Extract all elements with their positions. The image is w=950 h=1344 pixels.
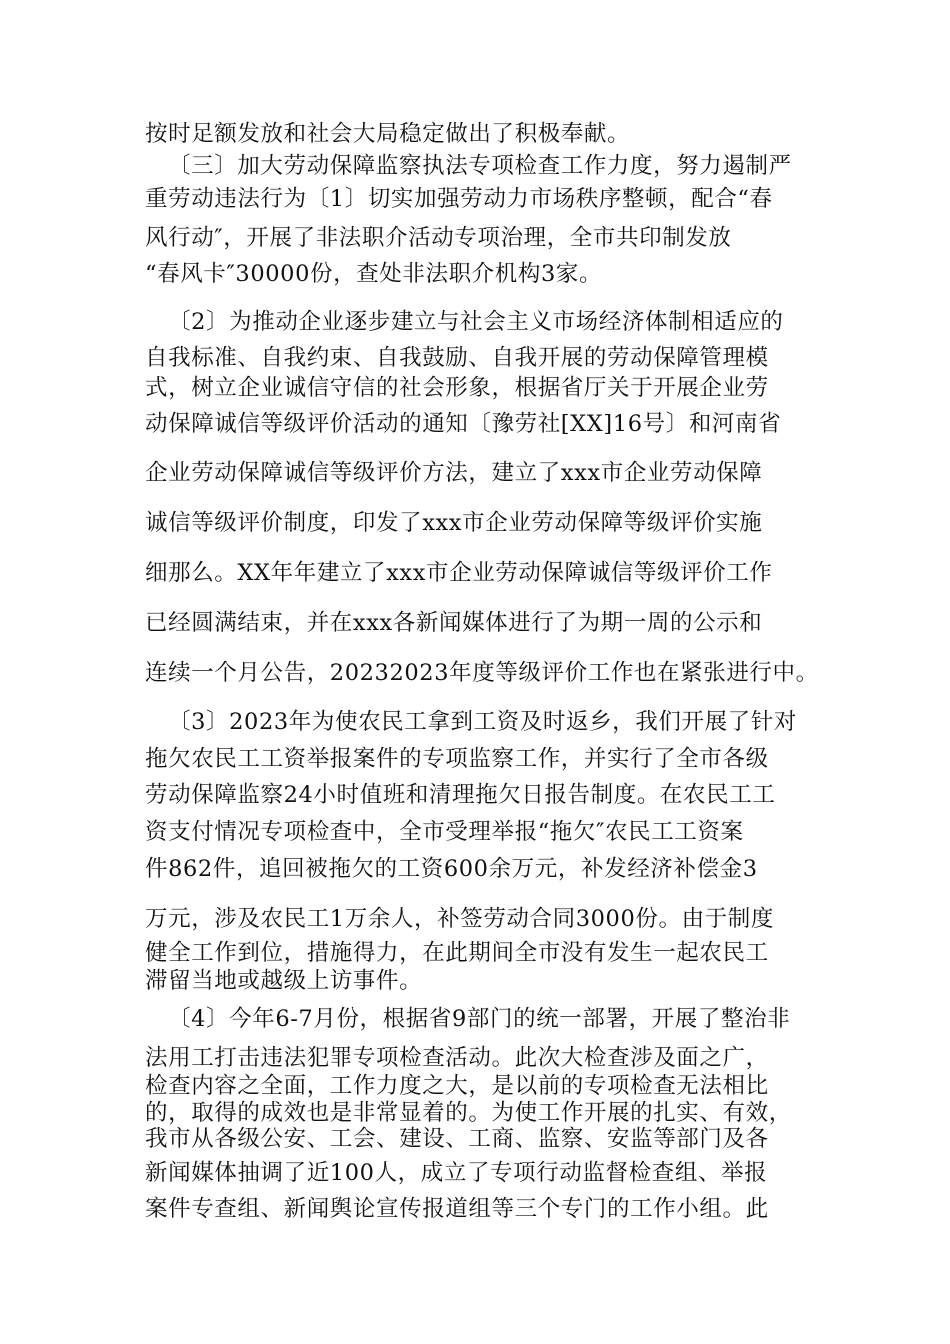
text-line: 重劳动违法行为〔1〕切实加强劳动力市场秩序整顿，配合“春: [145, 186, 773, 212]
text-line: 〔2〕为推动企业逐步建立与社会主义市场经济体制相适应的: [168, 309, 784, 335]
text-line: 我市从各级公安、工会、建设、工商、监察、安监等部门及各: [145, 1126, 769, 1152]
text-line: 资支付情况专项检查中，全市受理举报“拖欠″农民工工资案: [145, 819, 744, 845]
text-line: 新闻媒体抽调了近100人，成立了专项行动监督检查组、举报: [145, 1160, 768, 1186]
text-line: 拖欠农民工工资举报案件的专项监察工作，并实行了全市各级: [145, 746, 769, 772]
text-line: 企业劳动保障诚信等级评价方法，建立了xxx市企业劳动保障: [145, 460, 763, 486]
text-line: 按时足额发放和社会大局稳定做出了积极奉献。: [145, 121, 631, 147]
text-line: 式，树立企业诚信守信的社会形象，根据省厅关于开展企业劳: [145, 375, 769, 401]
text-line: 检查内容之全面，工作力度之大，是以前的专项检查无法相比: [145, 1073, 769, 1099]
text-line: 风行动″，开展了非法职介活动专项治理，全市共印制发放: [145, 225, 732, 251]
text-line: 细那么。XX年年建立了xxx市企业劳动保障诚信等级评价工作: [145, 560, 773, 586]
text-line: 案件专查组、新闻舆论宣传报道组等三个专门的工作小组。此: [145, 1196, 769, 1222]
text-line: 已经圆满结束，并在xxx各新闻媒体进行了为期一周的公示和: [145, 610, 763, 636]
text-line: 的，取得的成效也是非常显着的。为使工作开展的扎实、有效，: [145, 1100, 792, 1126]
text-line: 劳动保障监察24小时值班和清理拖欠日报告制度。在农民工工: [145, 782, 776, 808]
text-line: 〔三〕加大劳动保障监察执法专项检查工作力度，努力遏制严: [168, 153, 792, 179]
text-line: 〔3〕2023年为使农民工拿到工资及时返乡，我们开展了针对: [168, 709, 797, 735]
text-line: 诚信等级评价制度，印发了xxx市企业劳动保障等级评价实施: [145, 510, 763, 536]
text-line: “春风卡″30000份，查处非法职介机构3家。: [145, 261, 603, 287]
text-line: 连续一个月公告，20232023年度等级评价工作也在紧张进行中。: [145, 660, 819, 686]
text-line: 〔4〕今年6-7月份，根据省9部门的统一部署，开展了整治非: [168, 1006, 791, 1032]
text-line: 万元，涉及农民工1万余人，补签劳动合同3000份。由于制度: [145, 906, 774, 932]
text-line: 自我标准、自我约束、自我鼓励、自我开展的劳动保障管理模: [145, 345, 769, 371]
text-line: 动保障诚信等级评价活动的通知〔豫劳社[XX]16号〕和河南省: [145, 411, 782, 437]
text-line: 件862件，追回被拖欠的工资600余万元，补发经济补偿金3: [145, 856, 758, 882]
text-line: 滞留当地或越级上访事件。: [145, 968, 423, 994]
text-line: 法用工打击违法犯罪专项检查活动。此次大检查涉及面之广，: [145, 1045, 769, 1071]
text-line: 健全工作到位，措施得力，在此期间全市没有发生一起农民工: [145, 940, 769, 966]
